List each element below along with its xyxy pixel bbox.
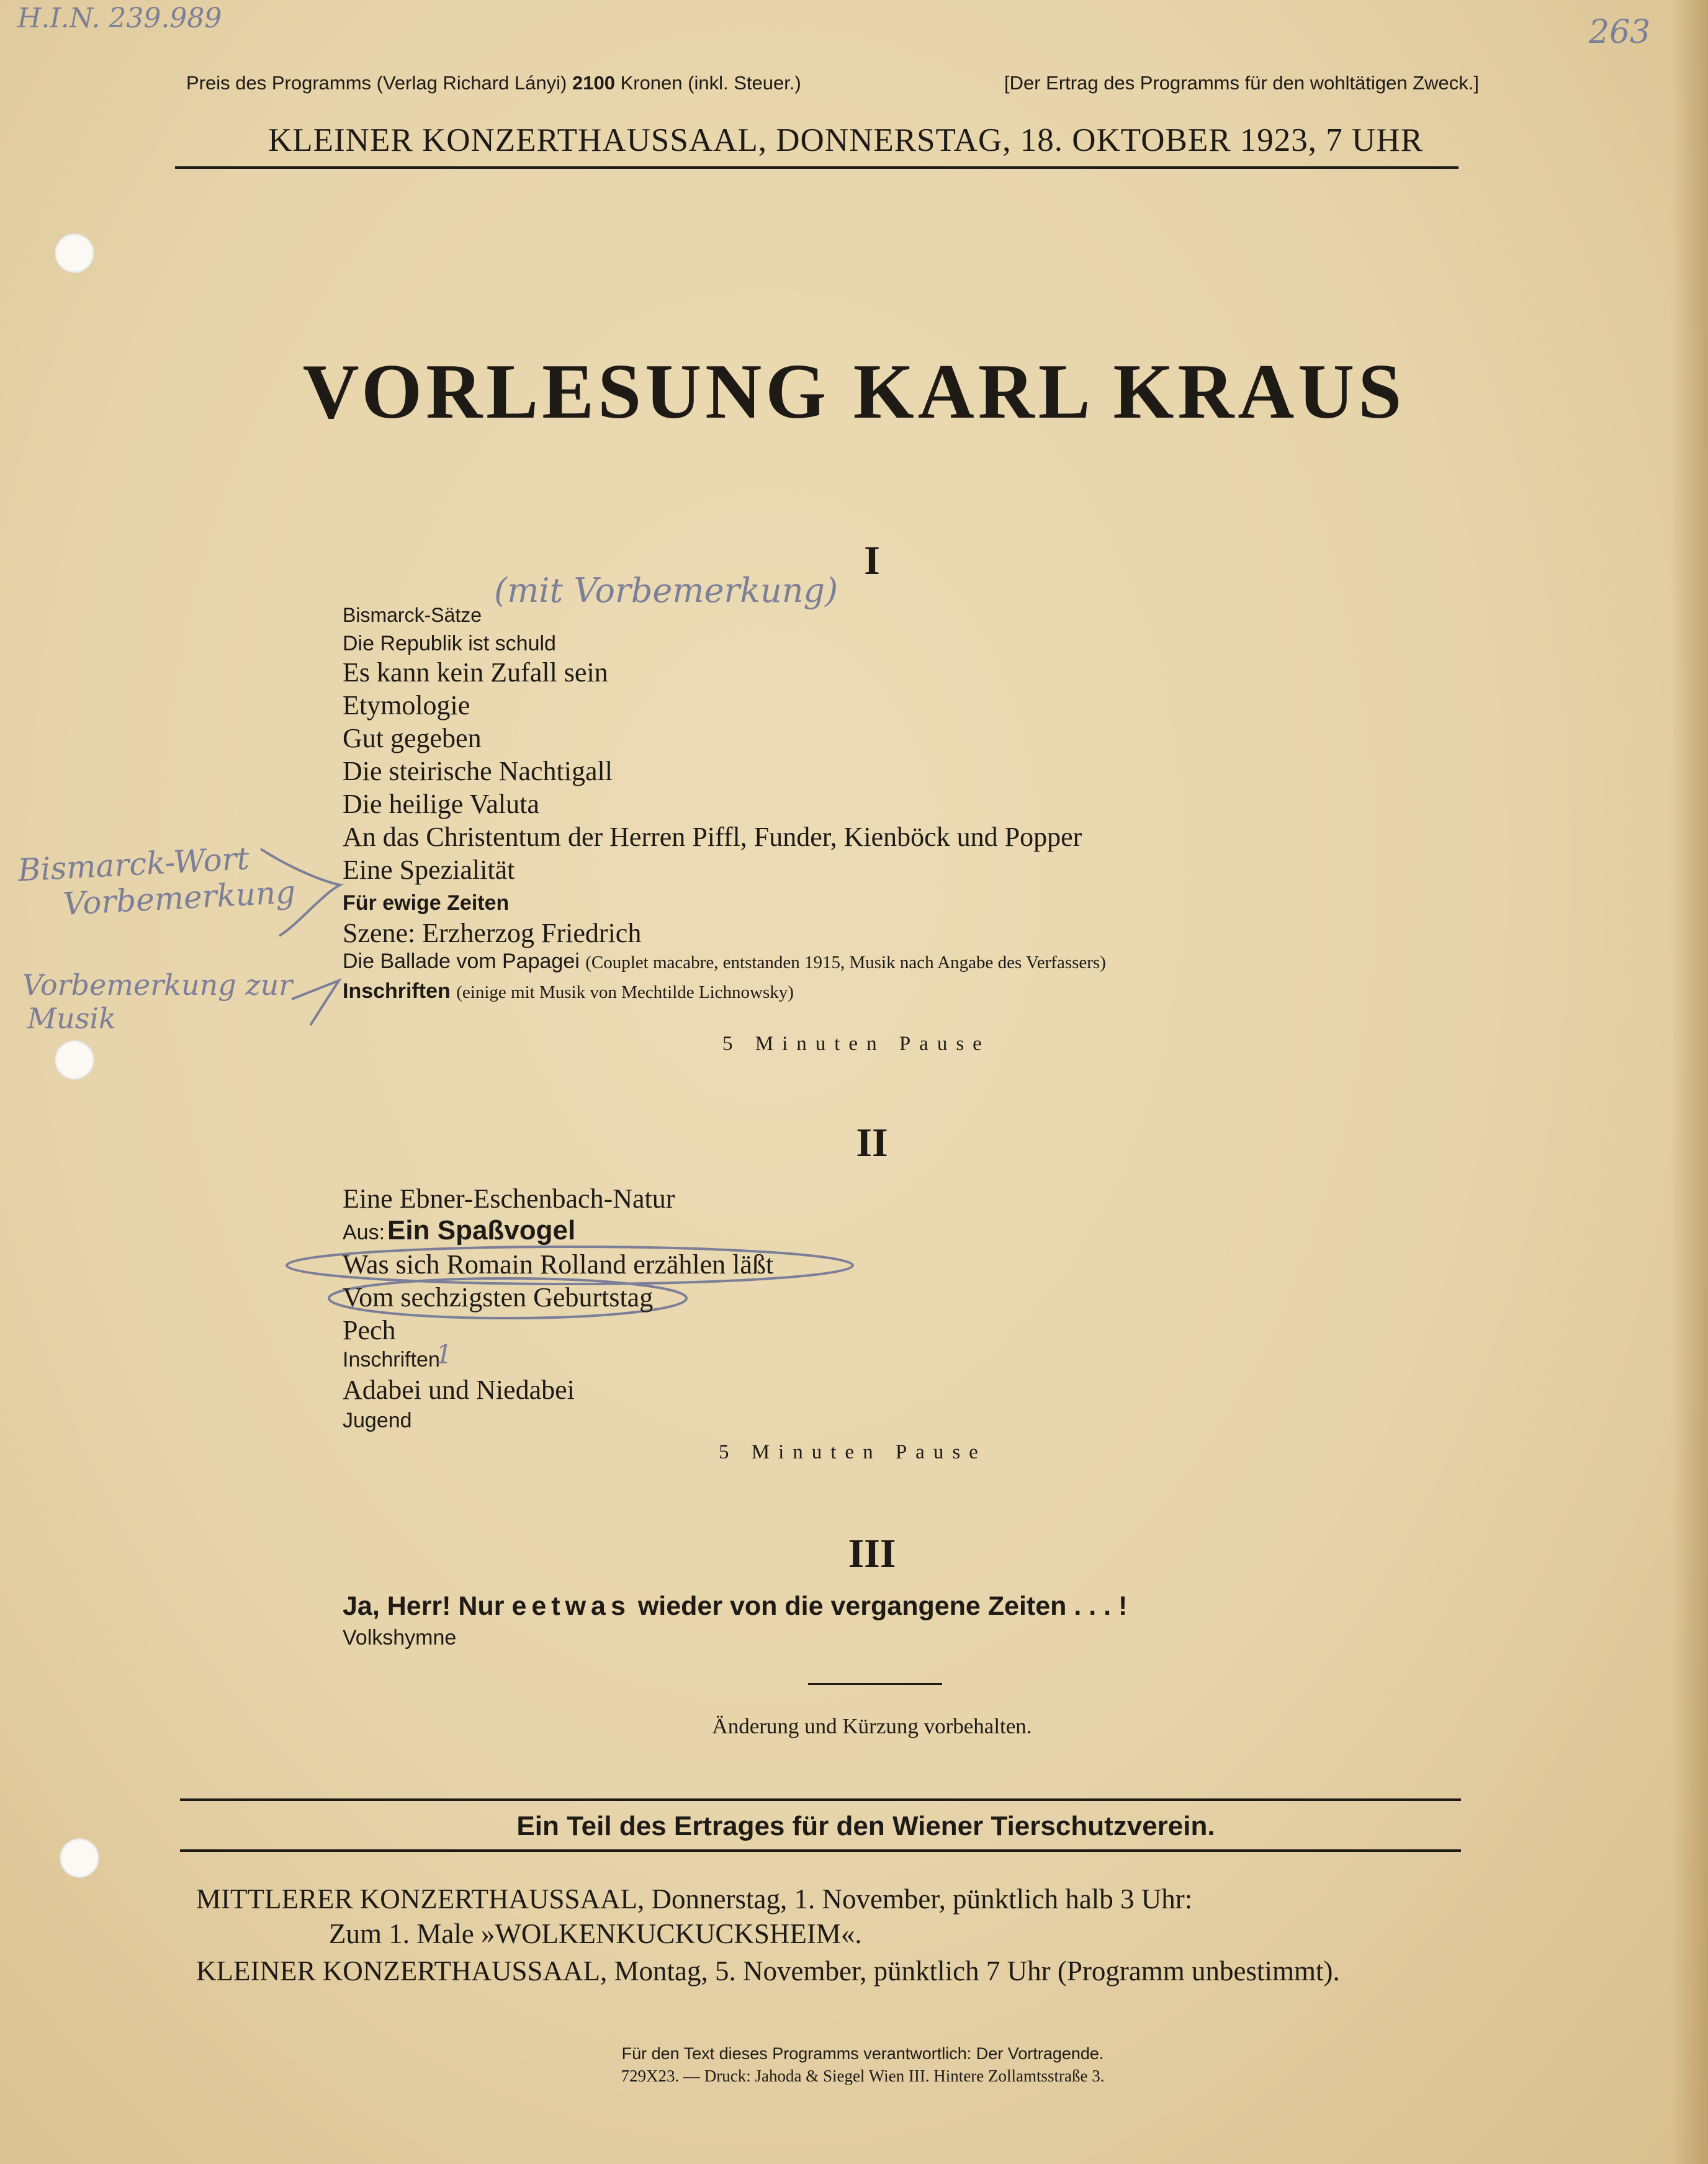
program-item: Gut gegeben: [343, 723, 482, 753]
handwritten-bismarck-note: (mit Vorbemerkung): [494, 571, 838, 610]
program-item: Szene: Erzherzog Friedrich: [343, 918, 642, 948]
program-item: Die Republik ist schuld: [343, 632, 556, 655]
program-item: Inschriften: [343, 1348, 440, 1372]
program-item: Was sich Romain Rolland erzählen läßt: [343, 1249, 774, 1280]
part3-title-b: eetwas: [511, 1591, 631, 1621]
program-item: Die heilige Valuta: [343, 789, 539, 819]
part3-numeral: III: [848, 1531, 896, 1576]
ballade-title: Die Ballade vom Papagei: [343, 950, 580, 973]
margin-note-line: Vorbemerkung zur: [22, 968, 293, 1002]
program-item: Eine Spezialität: [343, 855, 515, 885]
short-divider: [808, 1683, 942, 1685]
program-item: Eine Ebner-Eschenbach-Natur: [343, 1183, 675, 1214]
beneficiary-note: Ein Teil des Ertrages für den Wiener Tierschutzverein.: [516, 1811, 1215, 1841]
part3-title: [343, 1591, 1127, 1622]
program-item: Pech: [343, 1315, 396, 1345]
handwritten-inschriften-mark: 1: [436, 1339, 452, 1370]
margin-arrow-music: [292, 981, 339, 1025]
part3-title-a: Ja, Herr! Nur: [343, 1591, 505, 1621]
price-prefix: Preis des Programms (Verlag Richard Lányi): [186, 72, 567, 94]
part1-pause: 5 Minuten Pause: [722, 1033, 991, 1055]
upcoming-event-1: MITTLERER KONZERTHAUSSAAL, Donnerstag, 1. November, pünktlich halb 3 Uhr:: [196, 1883, 1193, 1915]
archive-number: H.I.N. 239.989: [17, 2, 222, 34]
page-number: 263: [1589, 14, 1651, 51]
upcoming-event-2: KLEINER KONZERTHAUSSAAL, Montag, 5. November, pünktlich 7 Uhr (Programm unbestimmt).: [196, 1955, 1340, 1987]
part3-subtitle: Volkshymne: [343, 1626, 457, 1650]
margin-arrow-bismarck: [261, 849, 340, 936]
program-item: Adabei und Niedabei: [343, 1375, 575, 1405]
margin-note-line: Musik: [27, 1002, 116, 1035]
inschriften-title: Inschriften: [343, 979, 451, 1003]
imprint-line-1: Für den Text dieses Programms verantwortlich: Der Vortragende.: [621, 2044, 1104, 2063]
charity-note: [Der Ertrag des Programms für den wohltätigen Zweck.]: [1004, 72, 1479, 94]
margin-note-line: Bismarck-Wort: [17, 840, 250, 889]
program-item: An das Christentum der Herren Piffl, Funder, Kienböck und Popper: [343, 822, 1082, 852]
ballade-note: (Couplet macabre, entstanden 1915, Musik nach Angabe des Verfassers): [585, 953, 1106, 972]
program-item: Für ewige Zeiten: [343, 891, 510, 915]
upcoming-event-1-title: Zum 1. Male »WOLKENKUCKUCKSHEIM«.: [329, 1918, 862, 1949]
inschriften-note: (einige mit Musik von Mechtilde Lichnowsky): [456, 982, 794, 1002]
beneficiary-rule-bottom: [180, 1849, 1461, 1852]
program-item: Jugend: [343, 1409, 412, 1432]
program-item: Die steirische Nachtigall: [343, 756, 613, 786]
part3-title-c: wieder von die vergangene Zeiten . . . !: [637, 1591, 1128, 1621]
program-item: Bismarck-Sätze: [343, 604, 482, 626]
part2-numeral: II: [856, 1120, 888, 1165]
imprint-line-2: 729X23. — Druck: Jahoda & Siegel Wien III. Hintere Zollamtsstraße 3.: [621, 2067, 1105, 2085]
beneficiary-rule-top: [180, 1798, 1461, 1801]
part2-pause: 5 Minuten Pause: [719, 1441, 987, 1463]
aus-title: Ein Spaßvogel: [387, 1215, 576, 1246]
venue-line: KLEINER KONZERTHAUSSAAL, DONNERSTAG, 18. OKTOBER 1923, 7 UHR: [268, 122, 1423, 158]
program-item: Etymologie: [343, 690, 470, 721]
reserve-note: Änderung und Kürzung vorbehalten.: [712, 1714, 1032, 1738]
price-suffix: Kronen (inkl. Steuer.): [620, 72, 801, 94]
part1-numeral: I: [864, 538, 880, 583]
margin-note-line: Vorbemerkung: [62, 874, 297, 922]
price-amount: 2100: [572, 72, 615, 94]
page-title: VORLESUNG KARL KRAUS: [302, 349, 1406, 435]
aus-prefix: Aus:: [343, 1221, 385, 1244]
program-item: Es kann kein Zufall sein: [343, 657, 608, 688]
program-item-aus: [343, 1215, 575, 1246]
program-item: Vom sechzigsten Geburtstag: [343, 1282, 654, 1313]
